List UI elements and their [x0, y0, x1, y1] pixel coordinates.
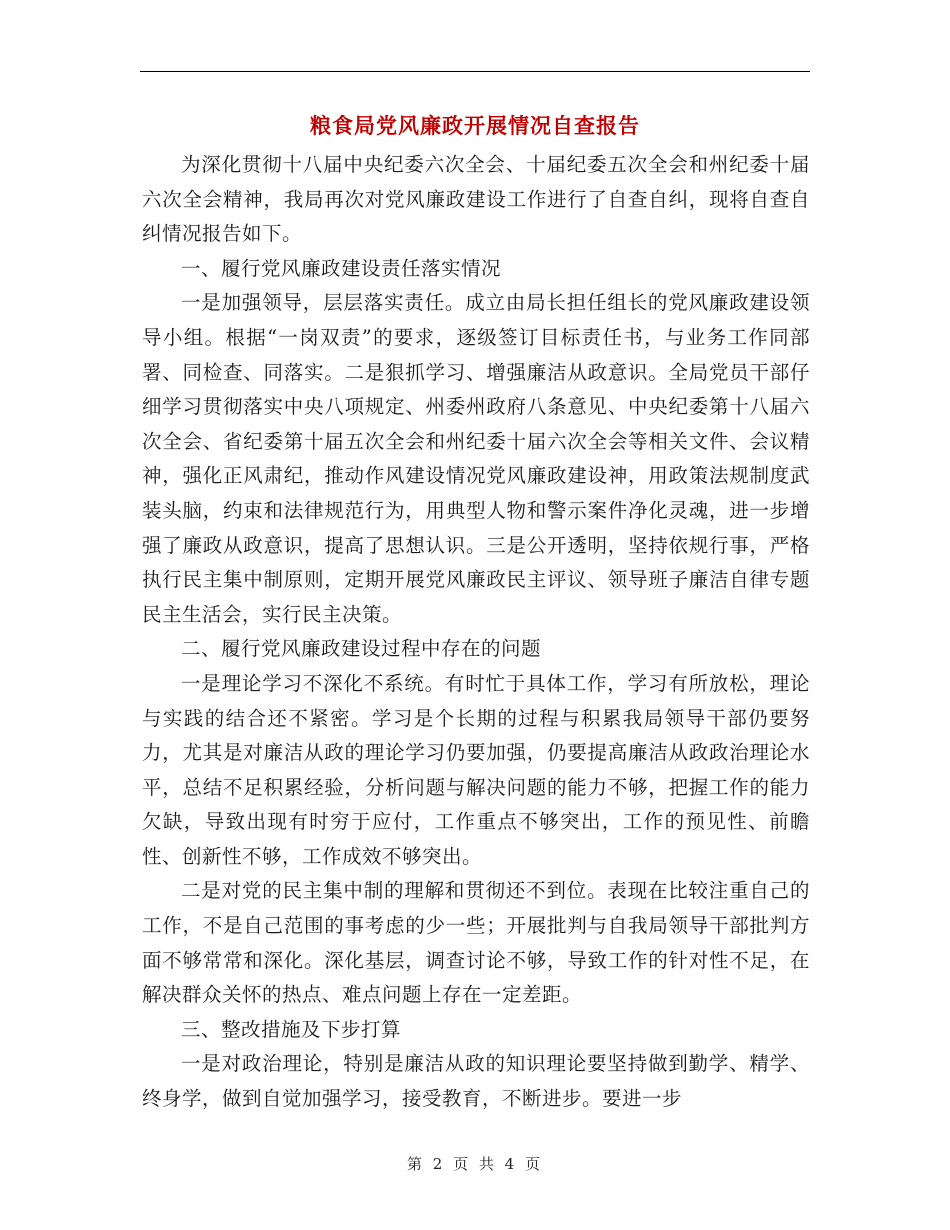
- section-heading-3: 三、整改措施及下步打算: [181, 1017, 402, 1041]
- intro-paragraph: 为深化贯彻十八届中央纪委六次全会、十届纪委五次全会和州纪委十届六次全会精神，我局再次对党风廉政建设工作进行了自查自纠，现将自查自纠情况报告如下。: [142, 153, 810, 246]
- document-body: [142, 148, 810, 1117]
- body-paragraph: 一是对政治理论，特别是廉洁从政的知识理论要坚持做到勤学、精学、终身学，做到自觉加强学习，接受教育，不断进步。要进一步: [142, 1052, 810, 1111]
- page-number-footer: 第 2 页 共 4 页: [407, 1155, 543, 1173]
- header-rule: [140, 71, 810, 72]
- section-heading-1: 一、履行党风廉政建设责任落实情况: [181, 256, 502, 280]
- document-title: 粮食局党风廉政开展情况自查报告: [310, 113, 640, 138]
- body-paragraph: 一是加强领导，层层落实责任。成立由局长担任组长的党风廉政建设领导小组。根据“一岗双责”的要求，逐级签订目标责任书，与业务工作同部署、同检查、同落实。二是狠抓学习、增强廉洁从政意识。全局党员干部仔细学习贯彻落实中央八项规定、州委州政府八条意见、中央纪委第十八届六次全会、省纪委第十届五次全会和州纪委十届六次全会等相关文件、会议精神，强化正风肃纪，推动作风建设情况党风廉政建设神，用政策法规制度武装头脑，约束和法律规范行为，用典型人物和警示案件净化灵魂，进一步增强了廉政从政意识，提高了思想认识。三是公开透明，坚持依规行事，严格执行民主集中制原则，定期开展党风廉政民主评议、领导班子廉洁自律专题民主生活会，实行民主决策。: [142, 291, 810, 626]
- body-paragraph: 二是对党的民主集中制的理解和贯彻还不到位。表现在比较注重自己的工作，不是自己范围的事考虑的少一些；开展批判与自我局领导干部批判方面不够常常和深化。深化基层，调查讨论不够，导致工作的针对性不足，在解决群众关怀的热点、难点问题上存在一定差距。: [142, 879, 810, 1007]
- body-paragraph: 一是理论学习不深化不系统。有时忙于具体工作，学习有所放松，理论与实践的结合还不紧密。学习是个长期的过程与积累我局领导干部仍要努力，尤其是对廉洁从政的理论学习仍要加强，仍要提高廉洁从政政治理论水平，总结不足积累经验，分析问题与解决问题的能力不够，把握工作的能力欠缺，导致出现有时穷于应付，工作重点不够突出，工作的预见性、前瞻性、创新性不够，工作成效不够突出。: [142, 671, 810, 868]
- section-heading-2: 二、履行党风廉政建设过程中存在的问题: [181, 637, 542, 661]
